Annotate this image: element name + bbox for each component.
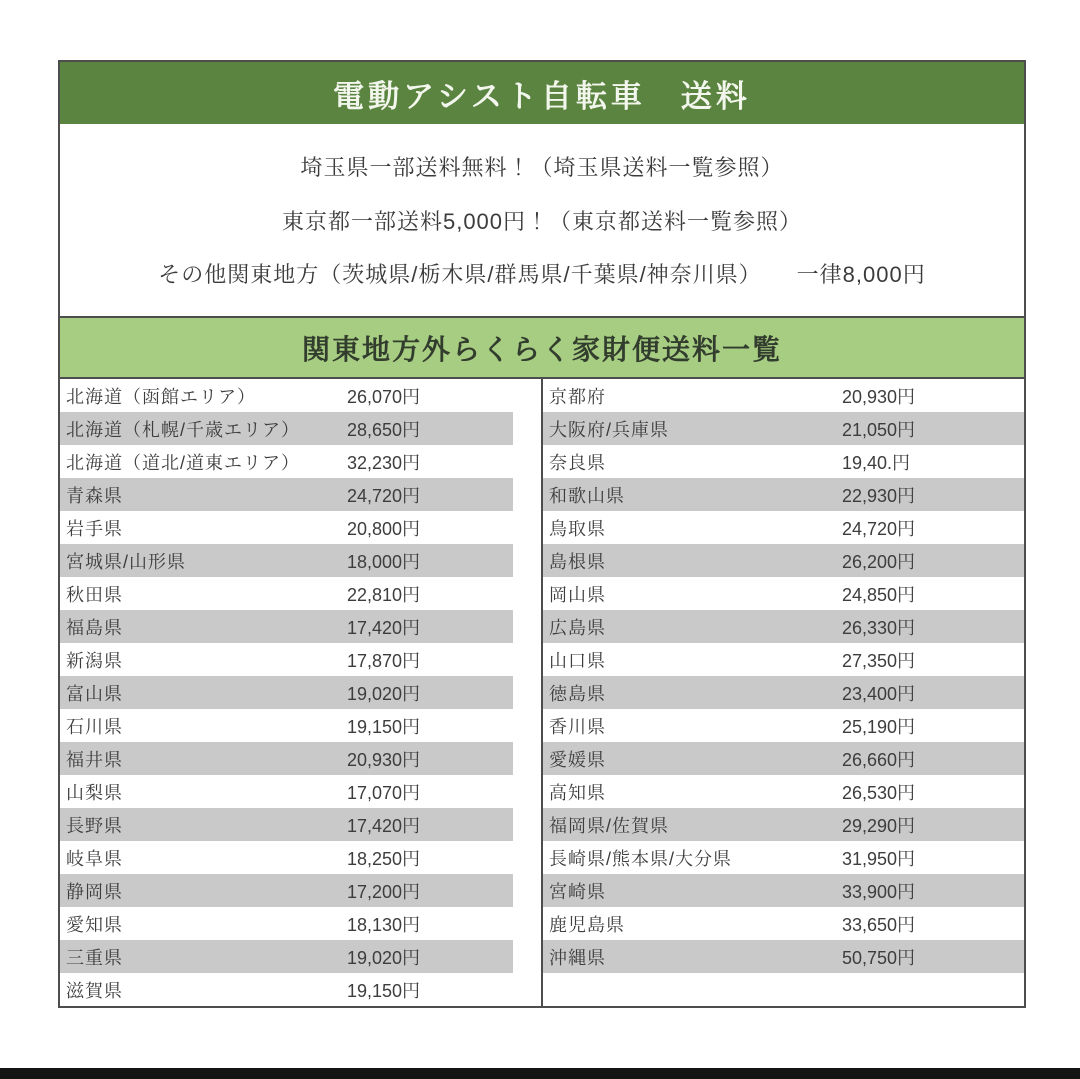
table-row [543,742,1024,775]
price-cell: 18,000円 [347,551,421,572]
table-row [543,940,1024,973]
table-row [60,709,541,742]
table-row [60,940,541,973]
region-cell: 北海道（函館エリア） [66,386,256,407]
region-cell: 長野県 [66,815,123,836]
region-cell: 長崎県/熊本県/大分県 [549,848,733,869]
region-cell: 沖縄県 [549,947,606,968]
table-row [543,577,1024,610]
region-cell: 大阪府/兵庫県 [549,419,670,440]
table-row [60,742,541,775]
price-cell: 50,750円 [842,947,916,968]
price-cell: 21,050円 [842,419,916,440]
table-row [60,907,541,940]
table-row [543,709,1024,742]
price-cell: 26,330円 [842,617,916,638]
page-title: 電動アシスト自転車 送料 [333,78,751,114]
table-row [543,610,1024,643]
region-cell: 鹿児島県 [549,914,625,935]
price-cell: 17,870円 [347,650,421,671]
price-cell: 26,530円 [842,782,916,803]
region-cell: 宮崎県 [549,881,606,902]
note-tokyo: 東京都一部送料5,000円！（東京都送料一覧参照） [281,208,803,234]
price-cell: 19,150円 [347,716,421,737]
price-cell: 29,290円 [842,815,916,836]
table-row [543,808,1024,841]
region-cell: 愛媛県 [549,749,606,770]
region-cell: 福井県 [66,749,123,770]
table-row [543,973,1024,1006]
price-cell: 24,720円 [347,485,421,506]
region-cell: 北海道（道北/道東エリア） [66,452,300,473]
price-cell: 17,070円 [347,782,421,803]
region-cell: 北海道（札幌/千歳エリア） [66,419,300,440]
table-banner [60,316,1024,379]
table-row [543,511,1024,544]
region-cell: 高知県 [549,782,606,803]
table-row [543,412,1024,445]
table-row [60,379,541,412]
price-cell: 19,150円 [347,980,421,1001]
price-cell: 22,930円 [842,485,916,506]
price-cell: 18,130円 [347,914,421,935]
region-cell: 岩手県 [66,518,123,539]
table-row [543,643,1024,676]
price-cell: 17,200円 [347,881,421,902]
table-row [543,445,1024,478]
price-cell: 17,420円 [347,815,421,836]
table-row [543,478,1024,511]
table-row [60,478,541,511]
table-row [60,577,541,610]
table-row [60,445,541,478]
region-cell: 秋田県 [66,584,123,605]
table-row [60,808,541,841]
price-cell: 28,650円 [347,419,421,440]
table-row [543,544,1024,577]
table-row [543,907,1024,940]
region-cell: 愛知県 [66,914,123,935]
region-cell: 福岡県/佐賀県 [549,815,670,836]
price-cell: 31,950円 [842,848,916,869]
region-cell: 新潟県 [66,650,123,671]
table-row [60,973,541,1006]
price-cell: 33,650円 [842,914,916,935]
region-cell: 京都府 [549,386,606,407]
region-cell: 岐阜県 [66,848,123,869]
price-cell: 24,850円 [842,584,916,605]
region-cell: 宮城県/山形県 [66,551,187,572]
table-row [543,874,1024,907]
price-cell: 19,020円 [347,683,421,704]
price-cell: 26,660円 [842,749,916,770]
region-cell: 徳島県 [549,683,606,704]
table-row [60,511,541,544]
price-cell: 25,190円 [842,716,916,737]
table-row [543,676,1024,709]
region-cell: 福島県 [66,617,123,638]
region-cell: 香川県 [549,716,606,737]
price-cell: 32,230円 [347,452,421,473]
price-cell: 17,420円 [347,617,421,638]
region-cell: 山梨県 [66,782,123,803]
table-banner-title: 関東地方外らくらく家財便送料一覧 [301,333,782,365]
table-row [543,775,1024,808]
table-row [60,412,541,445]
price-cell: 24,720円 [842,518,916,539]
price-cell: 22,810円 [347,584,421,605]
region-cell: 静岡県 [66,881,123,902]
region-cell: 山口県 [549,650,606,671]
region-cell: 青森県 [66,485,123,506]
shipping-notes [60,124,1024,316]
price-cell: 19,020円 [347,947,421,968]
table-row [60,544,541,577]
price-cell: 19,40.円 [842,452,911,473]
fee-table-left-column [60,379,541,1006]
price-cell: 26,200円 [842,551,916,572]
bottom-black-bar [0,1068,1080,1079]
region-cell: 鳥取県 [549,518,606,539]
region-cell: 島根県 [549,551,606,572]
title-bar [60,62,1024,124]
price-cell: 20,930円 [347,749,421,770]
note-saitama: 埼玉県一部送料無料！（埼玉県送料一覧参照） [300,154,784,180]
table-row [60,643,541,676]
price-cell: 20,800円 [347,518,421,539]
region-cell: 和歌山県 [549,485,625,506]
price-cell: 20,930円 [842,386,916,407]
region-cell: 三重県 [66,947,123,968]
region-cell: 奈良県 [549,452,606,473]
shipping-info-sheet [58,60,1026,1008]
note-other-kanto: その他関東地方（茨城県/栃木県/群馬県/千葉県/神奈川県） 一律8,000円 [158,262,926,288]
table-row [60,841,541,874]
table-row [543,841,1024,874]
shipping-fee-table [60,379,1024,1006]
region-cell: 岡山県 [549,584,606,605]
region-cell: 石川県 [66,716,123,737]
price-cell: 27,350円 [842,650,916,671]
price-cell: 33,900円 [842,881,916,902]
price-cell: 18,250円 [347,848,421,869]
table-row [60,610,541,643]
price-cell: 26,070円 [347,386,421,407]
region-cell: 富山県 [66,683,123,704]
table-row [60,874,541,907]
region-cell: 滋賀県 [66,980,123,1001]
region-cell: 広島県 [549,617,606,638]
table-row [60,676,541,709]
table-row [543,379,1024,412]
table-row [60,775,541,808]
fee-table-right-column [541,379,1024,1006]
price-cell: 23,400円 [842,683,916,704]
